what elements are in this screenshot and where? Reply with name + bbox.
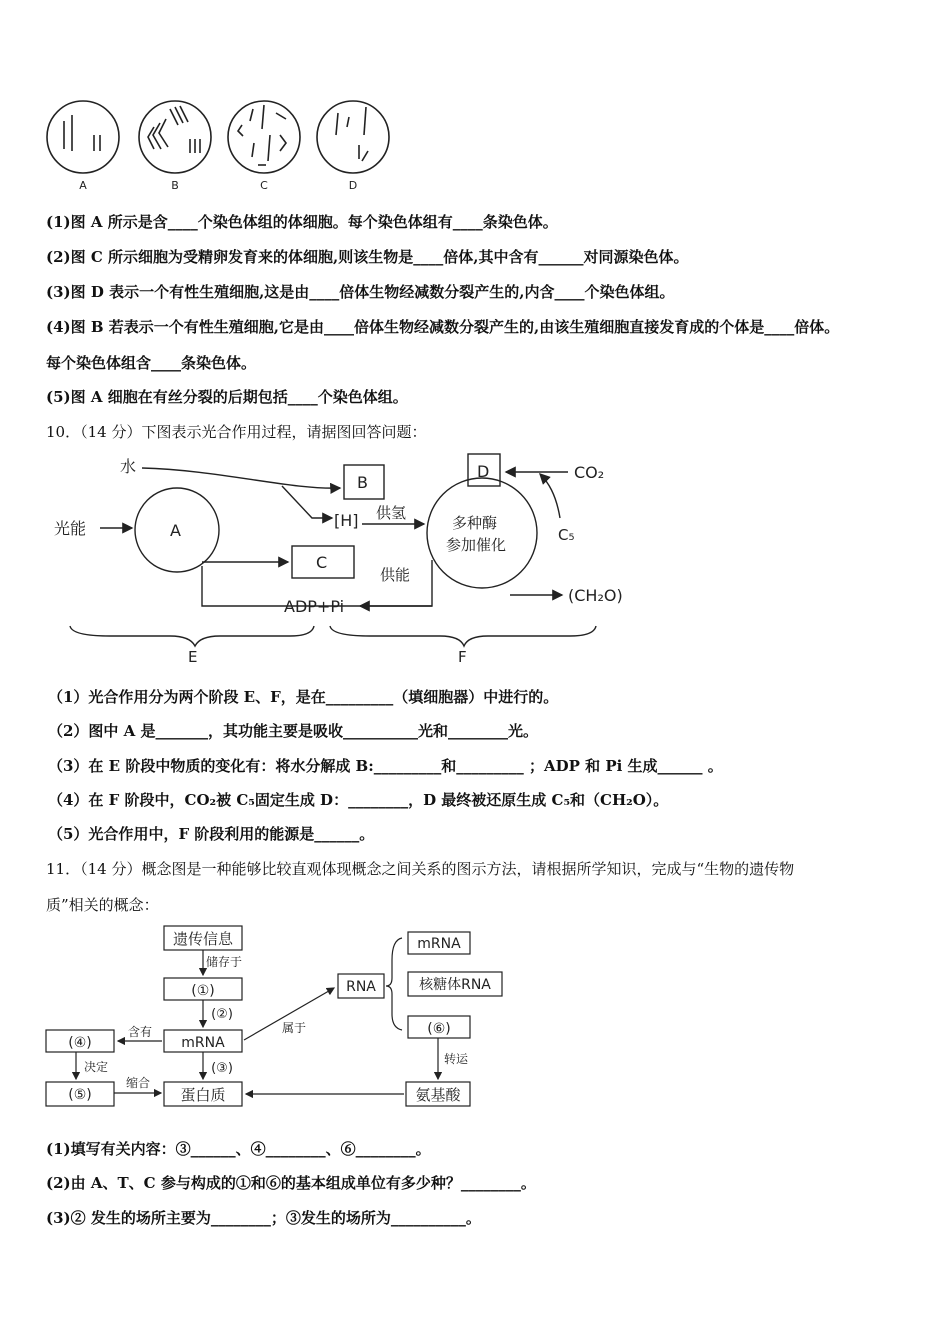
q11-stem-2: 质”相关的概念： — [46, 896, 159, 914]
cell-label-b: B — [171, 179, 179, 192]
q11-stem-1: 11．（14 分）概念图是一种能够比较直观体现概念之间关系的图示方法，请根据所学知识，完成与“生物的遗传物 — [46, 860, 795, 878]
label-a: A — [170, 521, 181, 540]
concept-rrna: 核糖体RNA — [419, 977, 491, 993]
label-c: C — [316, 553, 328, 572]
label-b: B — [357, 473, 368, 492]
cell-label-d: D — [348, 179, 358, 192]
label-adp: ADP+Pi — [284, 597, 345, 616]
label-enzymes-1: 多种酶 — [452, 514, 498, 532]
cell-d — [317, 101, 389, 173]
q9-part3: (3)图 D 表示一个有性生殖细胞,这是由____倍体生物经减数分裂产生的,内含____个染色体组。 — [46, 283, 675, 301]
q9-part4: (4)图 B 若表示一个有性生殖细胞,它是由____倍体生物经减数分裂产生的,由该生殖细胞直接发育成的个体是____倍体。 — [46, 318, 840, 336]
label-h: [H] — [334, 511, 359, 530]
label-supply-energy: 供能 — [380, 566, 411, 584]
concept-belong-label: 属于 — [281, 1021, 307, 1035]
concept-store-label: 储存于 — [205, 955, 243, 969]
concept-map-diagram — [40, 920, 510, 1115]
concept-rna: RNA — [346, 979, 376, 995]
concept-protein: 蛋白质 — [180, 1086, 226, 1104]
enzyme-cycle-circle — [427, 478, 537, 588]
q9-part5: (5)图 A 细胞在有丝分裂的后期包括____个染色体组。 — [46, 388, 408, 406]
label-ch2o: (CH₂O) — [568, 586, 623, 605]
concept-genetic-info: 遗传信息 — [172, 930, 234, 948]
concept-transport-label: 转运 — [443, 1052, 469, 1066]
q10-stem: 10．（14 分）下图表示光合作用过程，请据图回答问题： — [46, 423, 427, 441]
chromosome-cells-figure — [40, 95, 400, 195]
cell-b — [139, 101, 211, 173]
q9-part2: (2)图 C 所示细胞为受精卵发育来的体细胞,则该生物是____倍体,其中含有______对同源染色体。 — [46, 248, 689, 266]
label-e: E — [188, 648, 198, 666]
label-f: F — [458, 648, 467, 666]
concept-3: (③) — [211, 1061, 233, 1076]
q10-answer4: （4）在 F 阶段中，CO₂被 C₅固定生成 D：________，D 最终被还原生成 C₅和（CH₂O）。 — [48, 791, 669, 809]
q11-answer2: (2)由 A、T、C 参与构成的①和⑥的基本组成单位有多少种？________。 — [46, 1174, 536, 1192]
concept-contain-label: 含有 — [127, 1025, 153, 1039]
label-water: 水 — [120, 457, 137, 476]
q10-answer3: （3）在 E 阶段中物质的变化有：将水分解成 B:_________和_________ ；ADP 和 Pi 生成______ 。 — [48, 757, 723, 775]
concept-decide-label: 决定 — [83, 1060, 109, 1074]
q9-part1: (1)图 A 所示是含____个染色体组的体细胞。每个染色体组有____条染色体。 — [46, 213, 558, 231]
concept-4: (④) — [68, 1035, 92, 1051]
q11-answer1: (1)填写有关内容：③______、④________、⑥________。 — [46, 1140, 431, 1158]
concept-1: (①) — [191, 983, 215, 999]
concept-condense-label: 缩合 — [125, 1076, 151, 1090]
photosynthesis-diagram — [50, 450, 650, 672]
label-supply-h: 供氢 — [376, 504, 407, 522]
q11-answer3: (3)② 发生的场所主要为________；③发生的场所为__________。 — [46, 1209, 481, 1227]
concept-6: (⑥) — [427, 1021, 451, 1037]
label-d: D — [477, 462, 490, 481]
label-light: 光能 — [54, 519, 87, 538]
concept-mrna-2: mRNA — [417, 936, 461, 952]
concept-amino-acid: 氨基酸 — [415, 1086, 461, 1104]
concept-2: (②) — [211, 1007, 233, 1022]
label-enzymes-2: 参加催化 — [446, 536, 507, 554]
q10-answer1: （1）光合作用分为两个阶段 E、F，是在_________（填细胞器）中进行的。 — [48, 688, 559, 706]
concept-mrna: mRNA — [181, 1035, 225, 1051]
cell-label-c: C — [260, 179, 268, 192]
label-co2: CO₂ — [574, 463, 605, 482]
concept-5: (⑤) — [68, 1087, 92, 1103]
label-c5: C₅ — [558, 526, 575, 544]
cell-label-a: A — [79, 179, 87, 192]
q10-answer5: （5）光合作用中，F 阶段利用的能源是______。 — [48, 825, 375, 843]
q9-part4-cont: 每个染色体组含____条染色体。 — [46, 354, 257, 372]
cell-a — [47, 101, 119, 173]
q10-answer2: （2）图中 A 是_______，其功能主要是吸收__________光和________光。 — [48, 722, 539, 740]
